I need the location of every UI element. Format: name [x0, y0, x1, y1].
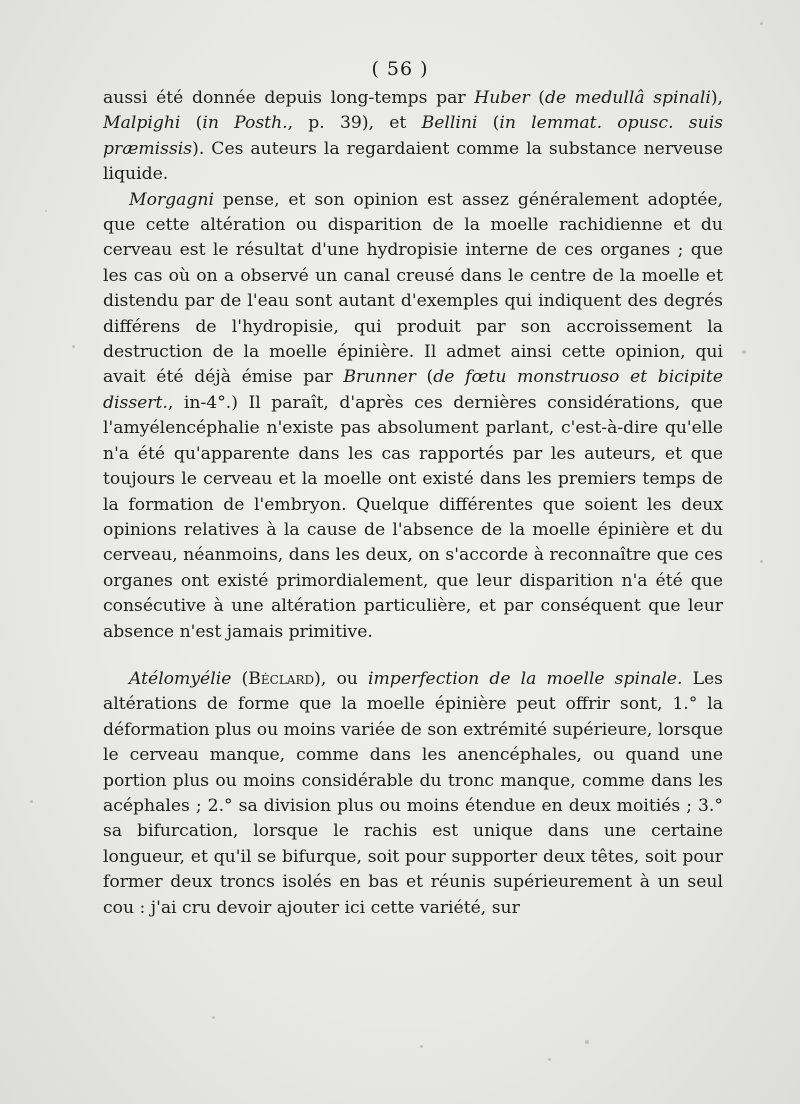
paper-speck — [760, 560, 763, 563]
italic-span: Morgagni — [129, 189, 214, 210]
paragraph-huber-malpighi-bellini — [103, 86, 723, 188]
italic-span: Malpighi — [103, 113, 181, 134]
paper-speck — [585, 1040, 589, 1044]
paper-speck — [760, 22, 763, 25]
italic-span: in Posth. — [202, 113, 288, 134]
text-span: ( — [231, 668, 249, 689]
text-span: Les altérations de forme que la moelle épinière peut offrir sont, 1.° la déformation plus ou moins variée de son extrémité supérieure, lorsque le cerveau manque, comme dans les anencéphales, ou quand une portion plus ou moins considérable du tronc manque, comme dans les acéphales ; 2.° sa division plus ou moins étendue en deux moitiés ; 3.° sa bifurcation, lorsque le rachis est unique dans une certaine longueur, et qu'il se bifurque, soit pour supporter deux têtes, soit pour former deux troncs isolés en bas et réunis supérieurement à un seul cou : j'ai cru devoir ajouter ici cette variété, sur — [103, 668, 724, 918]
paper-speck — [420, 1045, 423, 1048]
italic-span: imperfection de la moelle spinale. — [368, 668, 683, 689]
paper-speck — [548, 1058, 551, 1061]
italic-span: de fœtu monstruoso et bicipite dissert. — [103, 367, 723, 413]
italic-span: in lemmat. opusc. suis præmissis — [103, 113, 724, 159]
text-span: ). Ces auteurs la regardaient comme la substance nerveuse liquide. — [103, 138, 723, 185]
italic-span: de medullâ spinali — [545, 88, 711, 108]
text-span: ( — [529, 88, 545, 108]
small-caps-span: Béclard — [248, 668, 315, 689]
text-span: pense, et son opinion est assez généralement adoptée, que cette altération ou disparition de la moelle rachidienne et du cerveau est le résultat d'une hydropisie interne de ces organes ; que les cas où on a observé un canal creusé dans le centre de la moelle et distendu par de l'eau sont autant d'exemples qui indiquent des degrés différens de l'hydropisie, qui produit par son accroissement la destruction de la moelle épinière. Il admet ainsi cette opinion, qui avait été déjà émise par — [103, 189, 723, 388]
text-span: , in-4°.) Il paraît, d'après ces dernières considérations, que l'amyélencéphalie n'existe pas absolument parlant, c'est-à-dire qu'elle n'a été qu'apparente dans les cas rapportés par les auteurs, et que toujours le cerveau et la moelle ont existé dans les premiers temps de la formation de l'embryon. Quelque différentes que soient les deux opinions relatives à la cause de l'absence de la moelle épinière et du cerveau, néanmoins, dans les deux, on s'accorde à reconnaître que ces organes ont existé primordialement, que leur disparition n'a été que consécutive à une altération particulière, et par conséquent que leur absence n'est jamais primitive. — [103, 392, 723, 642]
text-span: ( — [180, 113, 203, 134]
text-span: ( — [477, 113, 500, 134]
page-number: ( 56 ) — [371, 58, 429, 80]
italic-span: Brunner — [343, 367, 416, 388]
paragraph-atelomyelie — [103, 667, 723, 921]
body-text — [103, 86, 723, 921]
paper-speck — [45, 210, 47, 212]
paper-speck — [72, 345, 75, 348]
italic-span: Huber — [474, 88, 530, 108]
text-span: ( — [415, 367, 434, 388]
italic-span: Bellini — [421, 113, 478, 134]
text-span: , p. 39), et — [287, 113, 422, 134]
text-span: ), — [710, 88, 723, 108]
paper-speck — [212, 1016, 215, 1019]
italic-span: Atélomyélie — [129, 668, 232, 689]
paragraph-morgagni-opinion — [103, 188, 723, 645]
text-span: ), ou — [314, 668, 369, 689]
text-span: aussi été donnée depuis long-temps par — [103, 88, 475, 108]
paper-speck — [742, 350, 746, 354]
paper-speck — [30, 800, 33, 803]
